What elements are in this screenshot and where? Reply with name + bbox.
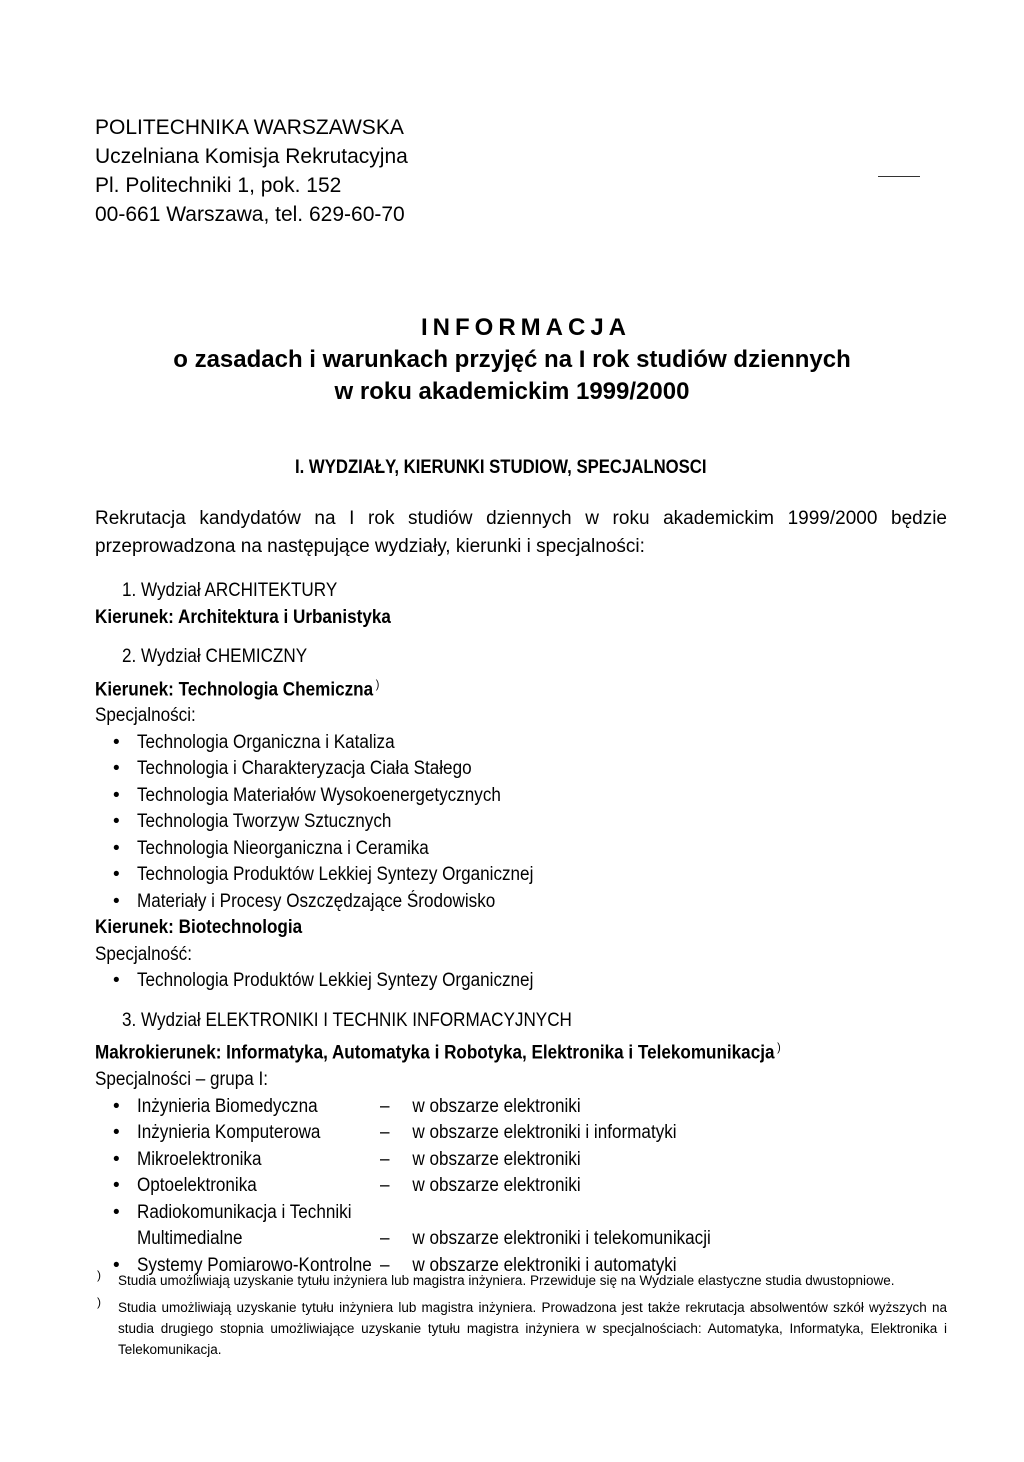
specialty-item: • Technologia i Charakteryzacja Ciała Stałego — [109, 756, 947, 783]
dept-3-name: 3. Wydział ELEKTRONIKI I TECHNIK INFORMACYJNYCH — [122, 1009, 572, 1031]
header-rule — [878, 176, 920, 177]
committee-name: Uczelniana Komisja Rekrutacyjna — [95, 145, 408, 168]
dept-2-specs-2 — [95, 968, 947, 995]
title-main: INFORMACJA — [421, 314, 631, 341]
dept-1-name: 1. Wydział ARCHITEKTURY — [122, 580, 338, 601]
specialty-item: • Technologia Produktów Lekkiej Syntezy Organicznej — [109, 968, 947, 995]
dash: – — [380, 1095, 390, 1117]
specialty-name: • Radiokomunikacja i Techniki Multimedialne — [137, 1201, 352, 1250]
footnotes — [95, 1270, 947, 1366]
dept-2-specs-1 — [95, 730, 947, 916]
city-phone-line: 00-661 Warszawa, tel. 629-60-70 — [95, 203, 405, 226]
specialty-item: • Technologia Tworzyw Sztucznych — [109, 809, 947, 836]
specialty-name: • Optoelektronika — [137, 1175, 257, 1197]
letterhead — [95, 113, 408, 229]
dept-2-spec-label-2: Specjalność: — [95, 943, 192, 965]
specialty-name: • Mikroelektronika — [137, 1148, 262, 1170]
specialty-group-item — [109, 1147, 947, 1174]
section-heading: I. WYDZIAŁY, KIERUNKI STUDIOW, SPECJALNOSCI — [295, 457, 707, 478]
university-name: POLITECHNIKA WARSZAWSKA — [95, 116, 404, 139]
dept-2-spec-label-1: Specjalności: — [95, 705, 196, 727]
intro-paragraph: Rekrutacja kandydatów na I rok studiów dziennych w roku akademickim 1999/2000 będzie przeprowadzona na następujące wydziały, kierunki i specjalności: — [95, 508, 947, 557]
specialty-item: • Technologia Materiałów Wysokoenergetycznych — [109, 783, 947, 810]
specialty-name: • Inżynieria Komputerowa — [137, 1122, 321, 1144]
dept-2-kierunek-1: Kierunek: Technologia Chemiczna ) — [95, 676, 380, 700]
specialty-group-item — [109, 1120, 947, 1147]
specialty-name: • Systemy Pomiarowo-Kontrolne — [137, 1254, 372, 1276]
footnote-1 — [95, 1270, 947, 1291]
departments-list — [95, 578, 947, 1279]
specialty-item: • Technologia Organiczna i Kataliza — [109, 730, 947, 757]
address-line: Pl. Politechniki 1, pok. 152 — [95, 174, 342, 197]
dept-3-groups — [95, 1094, 947, 1280]
dept-2-kierunek-2: Kierunek: Biotechnologia — [95, 917, 303, 939]
specialty-area: w obszarze elektroniki i telekomunikacji — [412, 1228, 711, 1250]
specialty-area: w obszarze elektroniki i automatyki — [412, 1254, 677, 1276]
specialty-area: w obszarze elektroniki — [412, 1095, 581, 1117]
specialty-area: w obszarze elektroniki — [412, 1148, 581, 1170]
specialty-item: • Technologia Nieorganiczna i Ceramika — [109, 836, 947, 863]
dept-1-kierunek: Kierunek: Architektura i Urbanistyka — [95, 606, 391, 628]
dash: – — [380, 1122, 390, 1144]
specialty-area: w obszarze elektroniki — [412, 1175, 581, 1197]
dept-3-group-label: Specjalności – grupa I: — [95, 1069, 269, 1091]
specialty-area: w obszarze elektroniki i informatyki — [412, 1122, 677, 1144]
dash: – — [380, 1254, 390, 1276]
title-line-2: o zasadach i warunkach przyjęć na I rok studiów dziennych — [173, 346, 851, 373]
dash: – — [380, 1228, 390, 1250]
specialty-item: • Materiały i Procesy Oszczędzające Środowisko — [109, 889, 947, 916]
dept-3-makrokierunek: Makrokierunek: Informatyka, Automatyka i Robotyka, Elektronika i Telekomunikacja ) — [95, 1040, 781, 1064]
footnote-ref: ) — [375, 676, 380, 691]
specialty-group-item — [109, 1200, 947, 1253]
dash: – — [380, 1148, 390, 1170]
specialty-item: • Technologia Produktów Lekkiej Syntezy Organicznej — [109, 862, 947, 889]
dept-2-name: 2. Wydział CHEMICZNY — [122, 646, 308, 667]
footnote-2 — [95, 1297, 947, 1360]
title-line-3: w roku akademickim 1999/2000 — [334, 378, 690, 405]
dash: – — [380, 1175, 390, 1197]
footnote-ref: ) — [777, 1040, 781, 1055]
document-title — [0, 312, 1024, 408]
specialty-group-item — [109, 1173, 947, 1200]
footnote-mark: ) — [97, 1268, 101, 1282]
footnote-text: Studia umożliwiają uzyskanie tytułu inżyniera lub magistra inżyniera. Prowadzona jest także rekrutacja absolwentów szkół wyższych na studia drugiego stopnia umożliwiające uzyskanie tytułu magistra inżyniera w specjalnościach: Automatyka, Informatyka, Elektronika i Telekomunikacja. — [118, 1300, 947, 1357]
footnote-mark: ) — [97, 1295, 101, 1309]
specialty-group-item — [109, 1094, 947, 1121]
specialty-name: • Inżynieria Biomedyczna — [137, 1095, 318, 1117]
footnote-text: Studia umożliwiają uzyskanie tytułu inżyniera lub magistra inżyniera. Przewiduje się na Wydziale elastyczne studia dwustopniowe. — [118, 1273, 895, 1288]
